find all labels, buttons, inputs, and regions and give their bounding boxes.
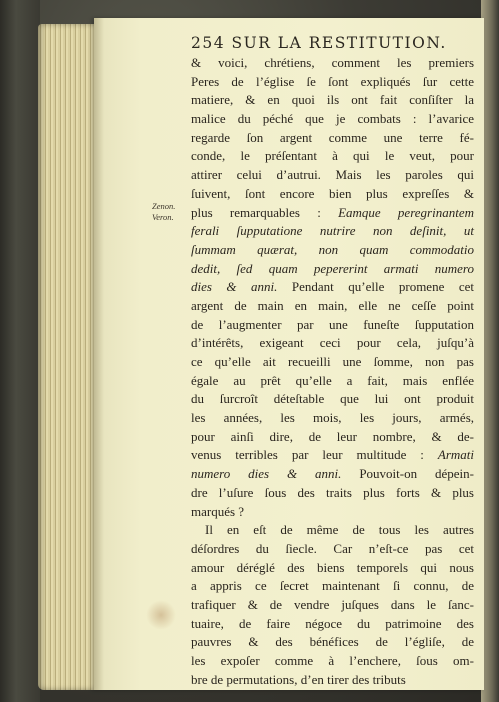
text-line bbox=[191, 596, 474, 615]
text-run: Il en eſt de même de tous les autres bbox=[205, 522, 474, 538]
text-line bbox=[191, 147, 474, 166]
text-line bbox=[191, 577, 474, 596]
text-line bbox=[191, 446, 474, 465]
text-line bbox=[191, 334, 474, 353]
text-line bbox=[191, 185, 474, 204]
text-line bbox=[191, 204, 474, 223]
italic-quote: Eamque peregrinantem bbox=[338, 204, 474, 220]
page-gutter-shadow bbox=[94, 18, 104, 690]
text-line bbox=[191, 521, 474, 540]
text-run: égale au prêt qu’elle a fait, mais enflée bbox=[191, 372, 474, 388]
text-run: marqués ? bbox=[191, 503, 245, 519]
italic-quote: dedit, ſed quam pepererint armati numero bbox=[191, 260, 474, 276]
text-line bbox=[191, 73, 474, 92]
text-run: de l’augmenter par une funeſte ſupputation bbox=[191, 316, 474, 332]
text-run: Pouvoit-on dépein- bbox=[341, 466, 475, 482]
text-run: déſordres du ſiecle. Car n’eſt-ce pas cet bbox=[191, 540, 474, 556]
text-run: du ſurcroît déteſtable que lui ont produit bbox=[191, 391, 474, 407]
text-line bbox=[191, 428, 474, 447]
text-run: amour déréglé des biens temporels qui nous bbox=[191, 559, 474, 575]
text-line bbox=[191, 409, 474, 428]
margin-note: Zenon. bbox=[152, 201, 176, 211]
text-line bbox=[191, 484, 474, 503]
text-line bbox=[191, 297, 474, 316]
text-run: les années, les mois, les jours, armés, bbox=[191, 410, 474, 426]
text-line bbox=[191, 260, 474, 279]
text-line bbox=[191, 652, 474, 671]
text-run: ce qu’elle ait recueilli une ſomme, non pas bbox=[191, 354, 474, 369]
text-line bbox=[191, 559, 474, 578]
text-line bbox=[191, 372, 474, 391]
text-line bbox=[191, 129, 474, 148]
italic-quote: ſummam quærat, non quam commodatio bbox=[191, 241, 474, 257]
text-run: argent de main en main, elle ne ceſſe point bbox=[191, 297, 474, 313]
text-run: les expoſer comme à l’enchere, ſous om- bbox=[191, 653, 474, 668]
text-run: bre de permutations, d’en tirer des tributs bbox=[191, 671, 406, 687]
italic-quote: numero dies & anni. bbox=[191, 466, 342, 482]
text-line bbox=[191, 91, 474, 110]
text-run: conde, le préſentant à qui le veut, pour bbox=[191, 148, 474, 164]
page-edges bbox=[38, 24, 96, 690]
text-line bbox=[191, 241, 474, 260]
text-run: ſuivent, ſont encore bien plus expreſſes & bbox=[191, 185, 474, 201]
text-run: regarde ſon argent comme une terre fé- bbox=[191, 129, 474, 145]
italic-quote: Armati bbox=[437, 447, 474, 463]
text-run: attirer celui d’autrui. Mais les paroles qui bbox=[191, 167, 474, 183]
text-line bbox=[191, 54, 474, 73]
text-line bbox=[191, 110, 474, 129]
text-line bbox=[191, 222, 474, 241]
text-line bbox=[191, 503, 474, 522]
body-text bbox=[191, 54, 474, 689]
text-run: matiere, & en quoi ils ont fait conſiſter la bbox=[191, 92, 474, 108]
text-run: plus remarquables : bbox=[191, 204, 339, 220]
text-run: Pendant qu’elle promene cet bbox=[277, 279, 474, 295]
text-line bbox=[191, 633, 474, 652]
text-run: trafiquer & de vendre juſques dans le ſanc- bbox=[191, 596, 474, 612]
text-run: & voici, chrétiens, comment les premiers bbox=[191, 55, 474, 70]
text-run: a appris ce ſecret maintenant ſi connu, de bbox=[191, 578, 474, 594]
text-line bbox=[191, 353, 474, 372]
italic-quote: dies & anni. bbox=[191, 279, 278, 295]
text-line bbox=[191, 540, 474, 559]
text-line bbox=[191, 166, 474, 185]
text-line bbox=[191, 615, 474, 634]
text-run: dre l’uſure ſous des traits plus forts & plus bbox=[191, 484, 474, 500]
paper-stain bbox=[146, 600, 176, 630]
text-run: d’intérêts, exigeant ceci pour cela, juſqu’à bbox=[191, 335, 474, 351]
text-run: venus terribles par leur multitude : bbox=[191, 447, 438, 463]
text-run: tuaire, de faire négoce du patrimoine des bbox=[191, 615, 474, 631]
running-head: 254 SUR LA RESTITUTION. bbox=[191, 34, 447, 52]
text-line bbox=[191, 671, 474, 690]
book-cover-left bbox=[0, 0, 40, 702]
text-run: pauvres & des bénéfices de l’égliſe, de bbox=[191, 634, 474, 650]
margin-note: Veron. bbox=[152, 212, 174, 222]
text-run: malice du péché que je combats : l’avarice bbox=[191, 111, 474, 127]
italic-quote: ferali ſupputatione nutrire non deſinit, ut bbox=[191, 223, 474, 239]
text-run: pour ainſi dire, de leur nombre, & de- bbox=[191, 428, 474, 444]
text-run: Peres de l’église ſe ſont expliqués ſur cette bbox=[191, 73, 474, 89]
text-line bbox=[191, 465, 474, 484]
text-line bbox=[191, 278, 474, 297]
text-line bbox=[191, 316, 474, 335]
text-line bbox=[191, 390, 474, 409]
